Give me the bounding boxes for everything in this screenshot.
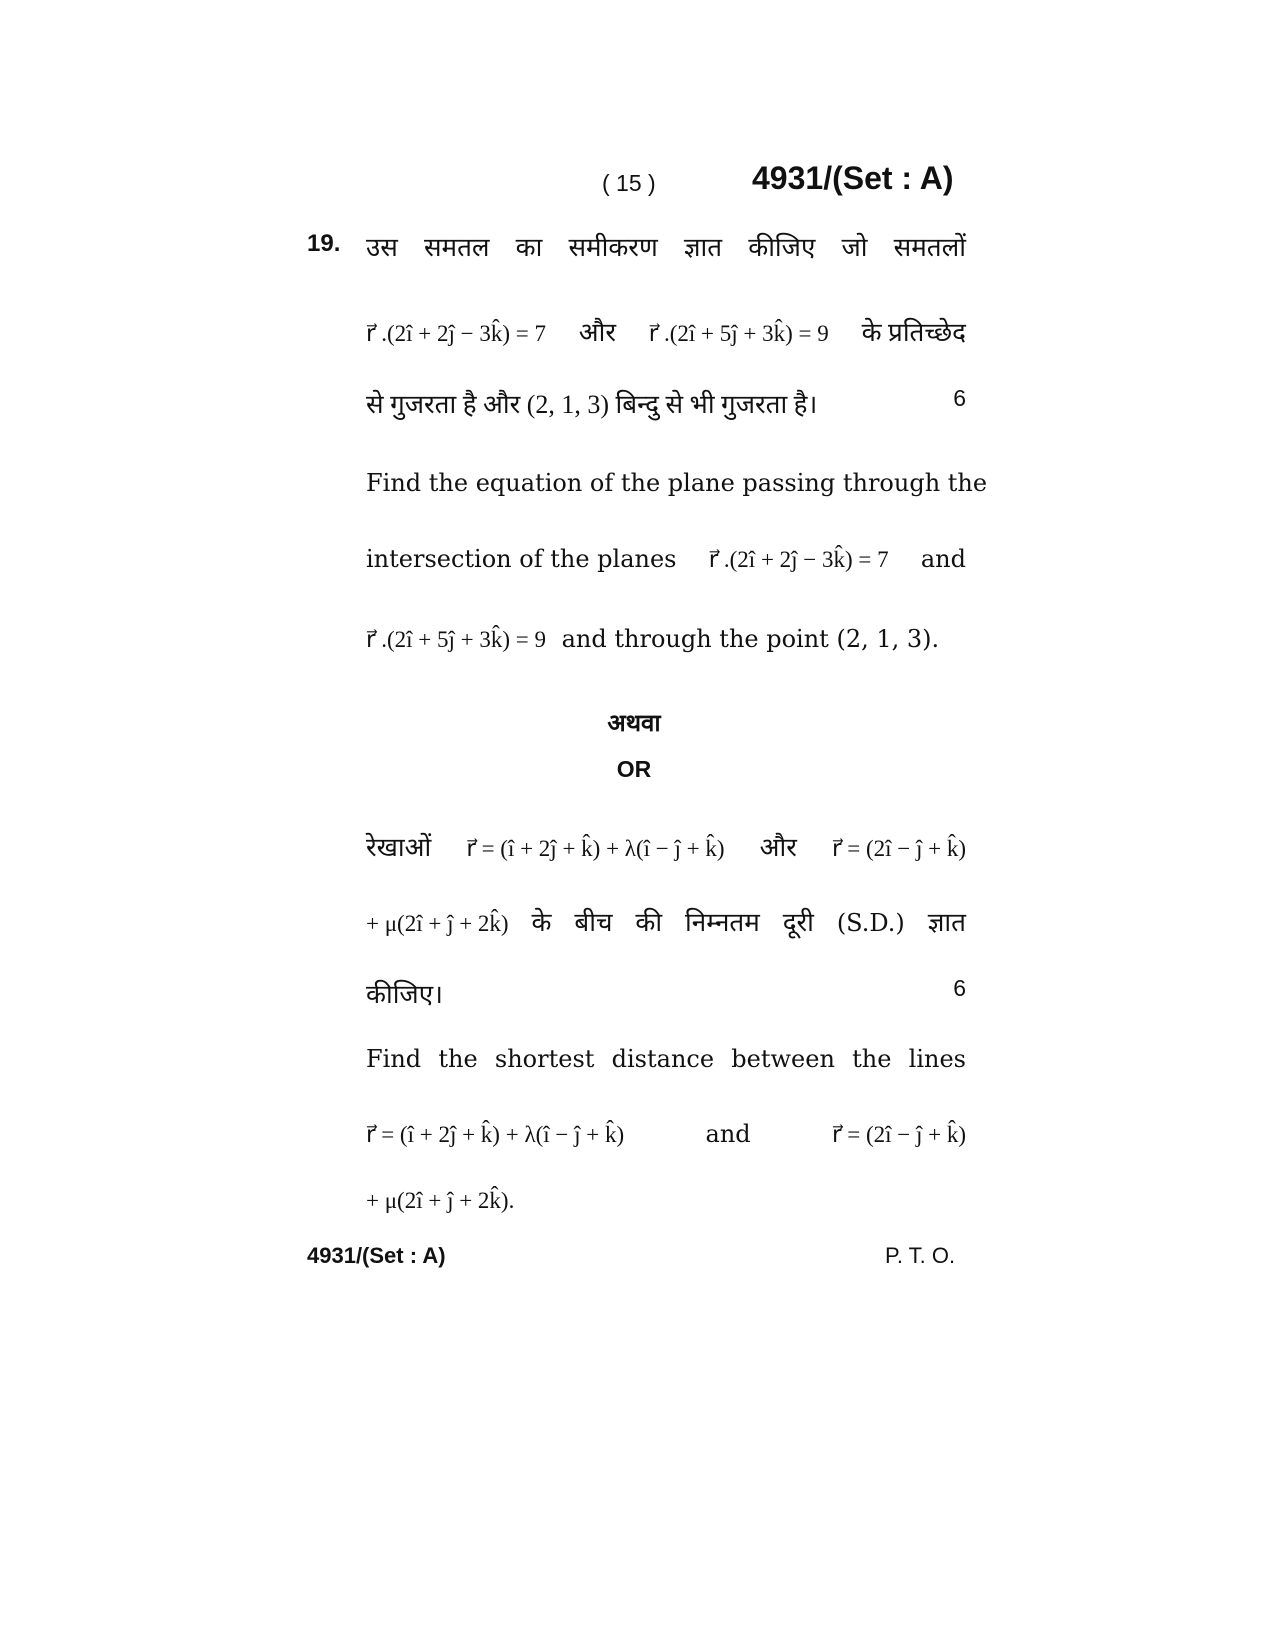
english-word: lines [908, 1045, 966, 1073]
alternative-hindi-line-2 [366, 903, 966, 939]
english-word: the [438, 1045, 478, 1073]
pto-label: P. T. O. [885, 1243, 956, 1268]
alternative-hindi-line-3 [366, 975, 966, 1011]
plane-equation-2: r⃗ .(2î + 5ĵ + 3k̂) = 9 [648, 321, 829, 346]
question-english-line-2 [366, 545, 966, 573]
english-word: the [852, 1045, 892, 1073]
alternative-hindi-line-1 [366, 828, 966, 864]
paper-code-footer: 4931/(Set : A) [307, 1243, 446, 1268]
english-text: and [920, 545, 966, 573]
hindi-word: उस [366, 233, 398, 262]
plane-equation-2: r⃗ .(2î + 5ĵ + 3k̂) = 9 [366, 627, 546, 652]
or-separator-english: OR [616, 756, 652, 782]
hindi-word: जो [841, 233, 868, 262]
hindi-text: कीजिए। [366, 980, 443, 1009]
english-text: and through the point (2, 1, 3). [561, 625, 940, 653]
hindi-text: से गुजरता है और (2, 1, 3) बिन्दु से भी गुजरता है। [366, 390, 818, 419]
page-number: ( 15 ) [602, 170, 656, 196]
line-equation-1: r⃗ = (î + 2ĵ + k̂) + λ(î − ĵ + k̂) [466, 836, 725, 861]
line-equation-2: r⃗ = (2î − ĵ + k̂) [832, 836, 966, 861]
english-text: intersection of the planes [366, 545, 677, 573]
hindi-text: के प्रतिच्छेद [861, 318, 966, 347]
question-english-line-1: Find the equation of the plane passing through the [366, 469, 988, 497]
line-equation-2: r⃗ = (2î − ĵ + k̂) [832, 1122, 966, 1147]
alternative-english-line-3 [366, 1188, 966, 1215]
hindi-word: समतल [423, 233, 490, 262]
line-equation-1: r⃗ = (î + 2ĵ + k̂) + λ(î − ĵ + k̂) [366, 1122, 625, 1147]
english-word: distance [611, 1045, 715, 1073]
hindi-word: बीच [574, 908, 613, 937]
marks-label: 6 [953, 385, 966, 411]
alternative-english-line-1 [366, 1045, 966, 1073]
plane-equation-1: r⃗ .(2î + 2ĵ − 3k̂) = 7 [708, 547, 889, 572]
question-hindi-line-2 [366, 313, 966, 349]
hindi-word: का [515, 233, 543, 262]
english-word: Find [366, 1045, 422, 1073]
hindi-word: समतलों [893, 233, 966, 262]
hindi-word: समीकरण [568, 233, 658, 262]
hindi-word: के [531, 908, 552, 937]
question-hindi-line-1 [366, 228, 966, 264]
alternative-english-line-2 [366, 1120, 966, 1148]
english-word: shortest [494, 1045, 595, 1073]
hindi-word: रेखाओं [366, 833, 432, 862]
hindi-word: कीजिए [748, 233, 816, 262]
line-equation-2-continued: + μ(2î + ĵ + 2k̂) [366, 911, 509, 936]
paper-code-header: 4931/(Set : A) [752, 160, 954, 196]
hindi-word: ज्ञात [927, 908, 966, 937]
hindi-word: दूरी [782, 908, 814, 937]
question-english-line-3 [366, 625, 966, 653]
question-hindi-line-3 [366, 385, 966, 421]
english-word: between [731, 1045, 835, 1073]
or-separator-hindi: अथवा [607, 711, 661, 737]
plane-equation-1: r⃗ .(2î + 2ĵ − 3k̂) = 7 [366, 321, 546, 346]
hindi-connector: और [759, 833, 797, 862]
hindi-connector: और [578, 318, 616, 347]
abbreviation: (S.D.) [836, 909, 905, 937]
line-equation-2-continued: + μ(2î + ĵ + 2k̂). [366, 1188, 515, 1213]
question-number: 19. [307, 230, 341, 257]
hindi-word: ज्ञात [683, 233, 723, 262]
marks-label: 6 [953, 975, 966, 1001]
hindi-word: की [635, 908, 663, 937]
hindi-word: निम्नतम [685, 908, 760, 937]
english-connector: and [705, 1120, 751, 1148]
